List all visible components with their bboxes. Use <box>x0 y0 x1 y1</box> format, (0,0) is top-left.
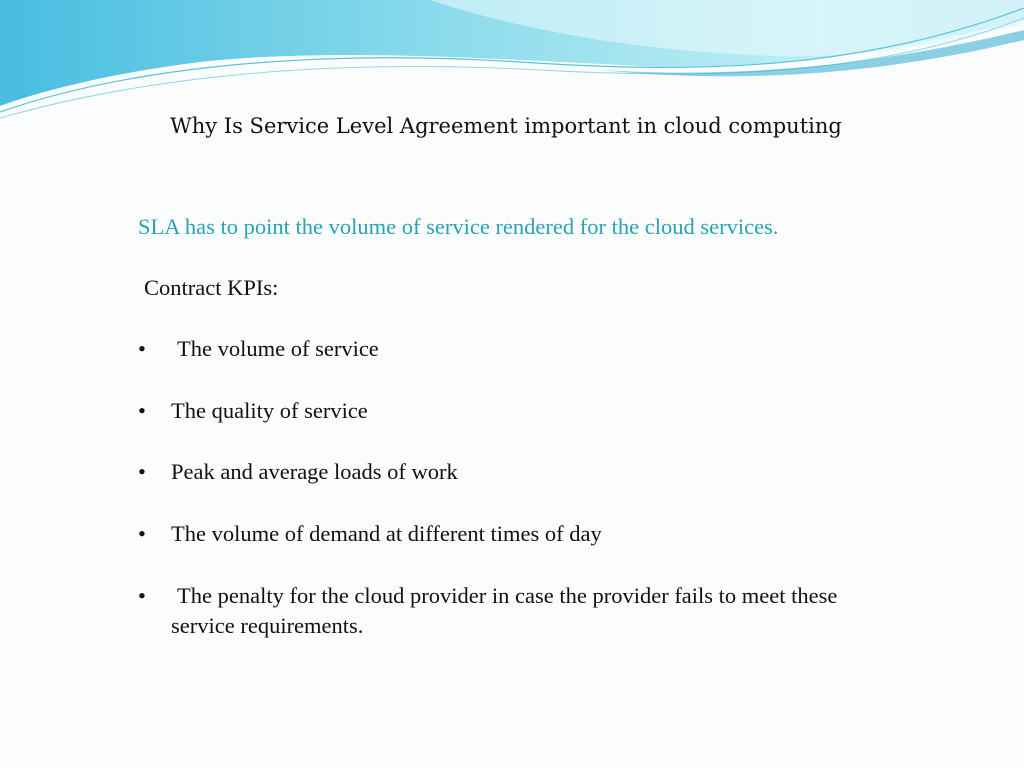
bullet-text: Peak and average loads of work <box>171 459 458 484</box>
bullet-icon: • <box>138 398 146 423</box>
kpi-heading: Contract KPIs: <box>144 275 279 300</box>
bullet-icon: • <box>138 583 146 608</box>
bullet-icon: • <box>138 336 146 361</box>
bullet-icon: • <box>138 521 146 546</box>
bullet-text: The quality of service <box>171 398 368 423</box>
bullet-icon: • <box>138 459 146 484</box>
lead-statement: SLA has to point the volume of service rendered for the cloud services. <box>138 214 779 239</box>
bullet-text: The penalty for the cloud provider in case the provider fails to meet these service requirements. <box>171 583 838 638</box>
bullet-text: The volume of service <box>177 336 379 361</box>
slide-title: Why Is Service Level Agreement important in cloud computing <box>170 114 842 138</box>
bullet-item <box>138 519 888 549</box>
bullet-item <box>138 457 888 487</box>
bullet-text: The volume of demand at different times of day <box>171 521 602 546</box>
bullet-item <box>138 581 888 641</box>
bullet-item <box>138 396 888 426</box>
bullet-item <box>138 334 888 364</box>
